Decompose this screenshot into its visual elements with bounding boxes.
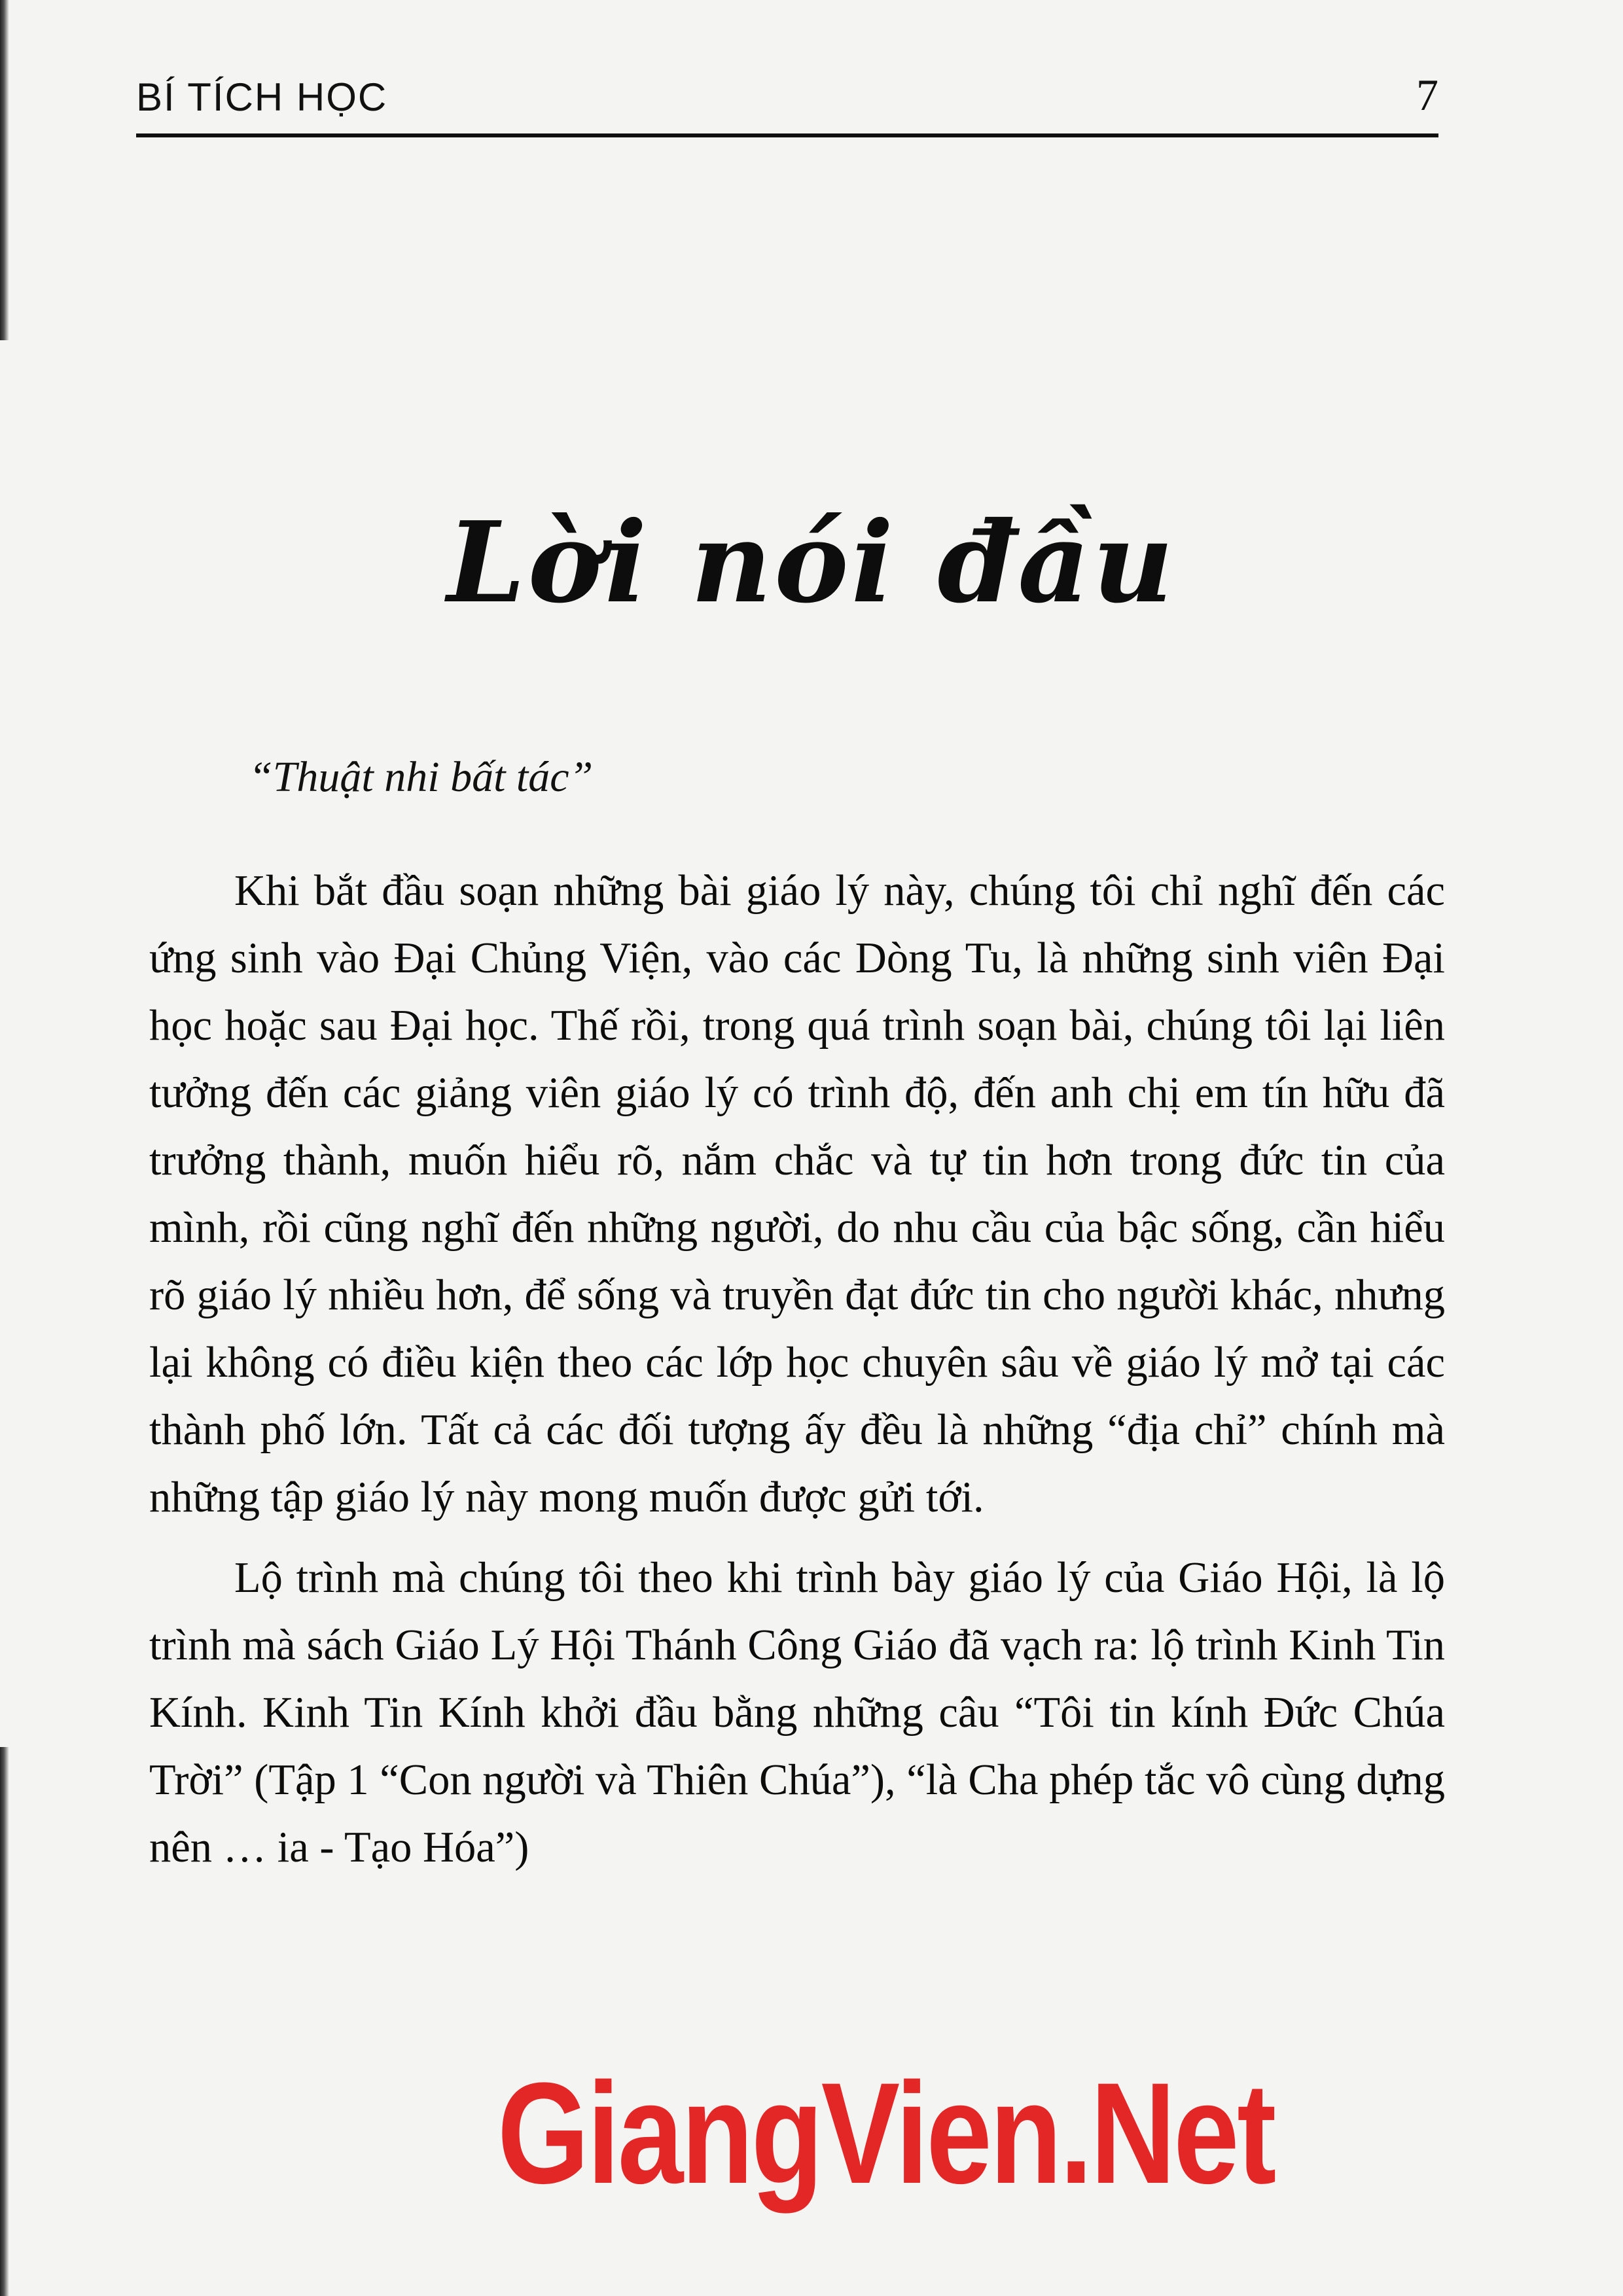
page-number: 7 [1416, 70, 1438, 120]
running-title: BÍ TÍCH HỌC [136, 75, 388, 119]
paragraph: Lộ trình mà chúng tôi theo khi trình bày giáo lý của Giáo Hội, là lộ trình mà sách Giáo Lý Hội Thánh Công Giáo đã vạch ra: lộ trình Kinh Tin Kính. Kinh Tin Kính khởi đầu bằng những câu “Tôi tin kính Đức Chúa Trời” (Tập 1 “Con người và Thiên Chúa”), “là Cha phép tắc vô cùng dựng nên … ia - Tạo Hóa”) [149, 1554, 1445, 1871]
epigraph: “Thuật nhi bất tác” [249, 753, 594, 801]
chapter-title: Lời nói đầu [446, 497, 1177, 628]
paragraph: Khi bắt đầu soạn những bài giáo lý này, chúng tôi chỉ nghĩ đến các ứng sinh vào Đại Chủng Viện, vào các Dòng Tu, là những sinh viên Đại học hoặc sau Đại học. Thế rồi, trong quá trình soạn bài, chúng tôi lại liên tưởng đến các giảng viên giáo lý có trình độ, đến anh chị em tín hữu đã trưởng thành, muốn hiểu rõ, nắm chắc và tự tin hơn trong đức tin của mình, rồi cũng nghĩ đến những người, do nhu cầu của bậc sống, cần hiểu rõ giáo lý nhiều hơn, để sống và truyền đạt đức tin cho người khác, nhưng lại không có điều kiện theo các lớp học chuyên sâu về giáo lý mở tại các thành phố lớn. Tất cả các đối tượng ấy đều là những “địa chỉ” chính mà những tập giáo lý này mong muốn được gửi tới. [149, 867, 1445, 1521]
watermark-logo: GiangVien.Net [497, 2053, 1275, 2214]
body-text [149, 857, 1445, 1894]
header-rule [136, 133, 1438, 137]
page-header [136, 65, 1438, 137]
